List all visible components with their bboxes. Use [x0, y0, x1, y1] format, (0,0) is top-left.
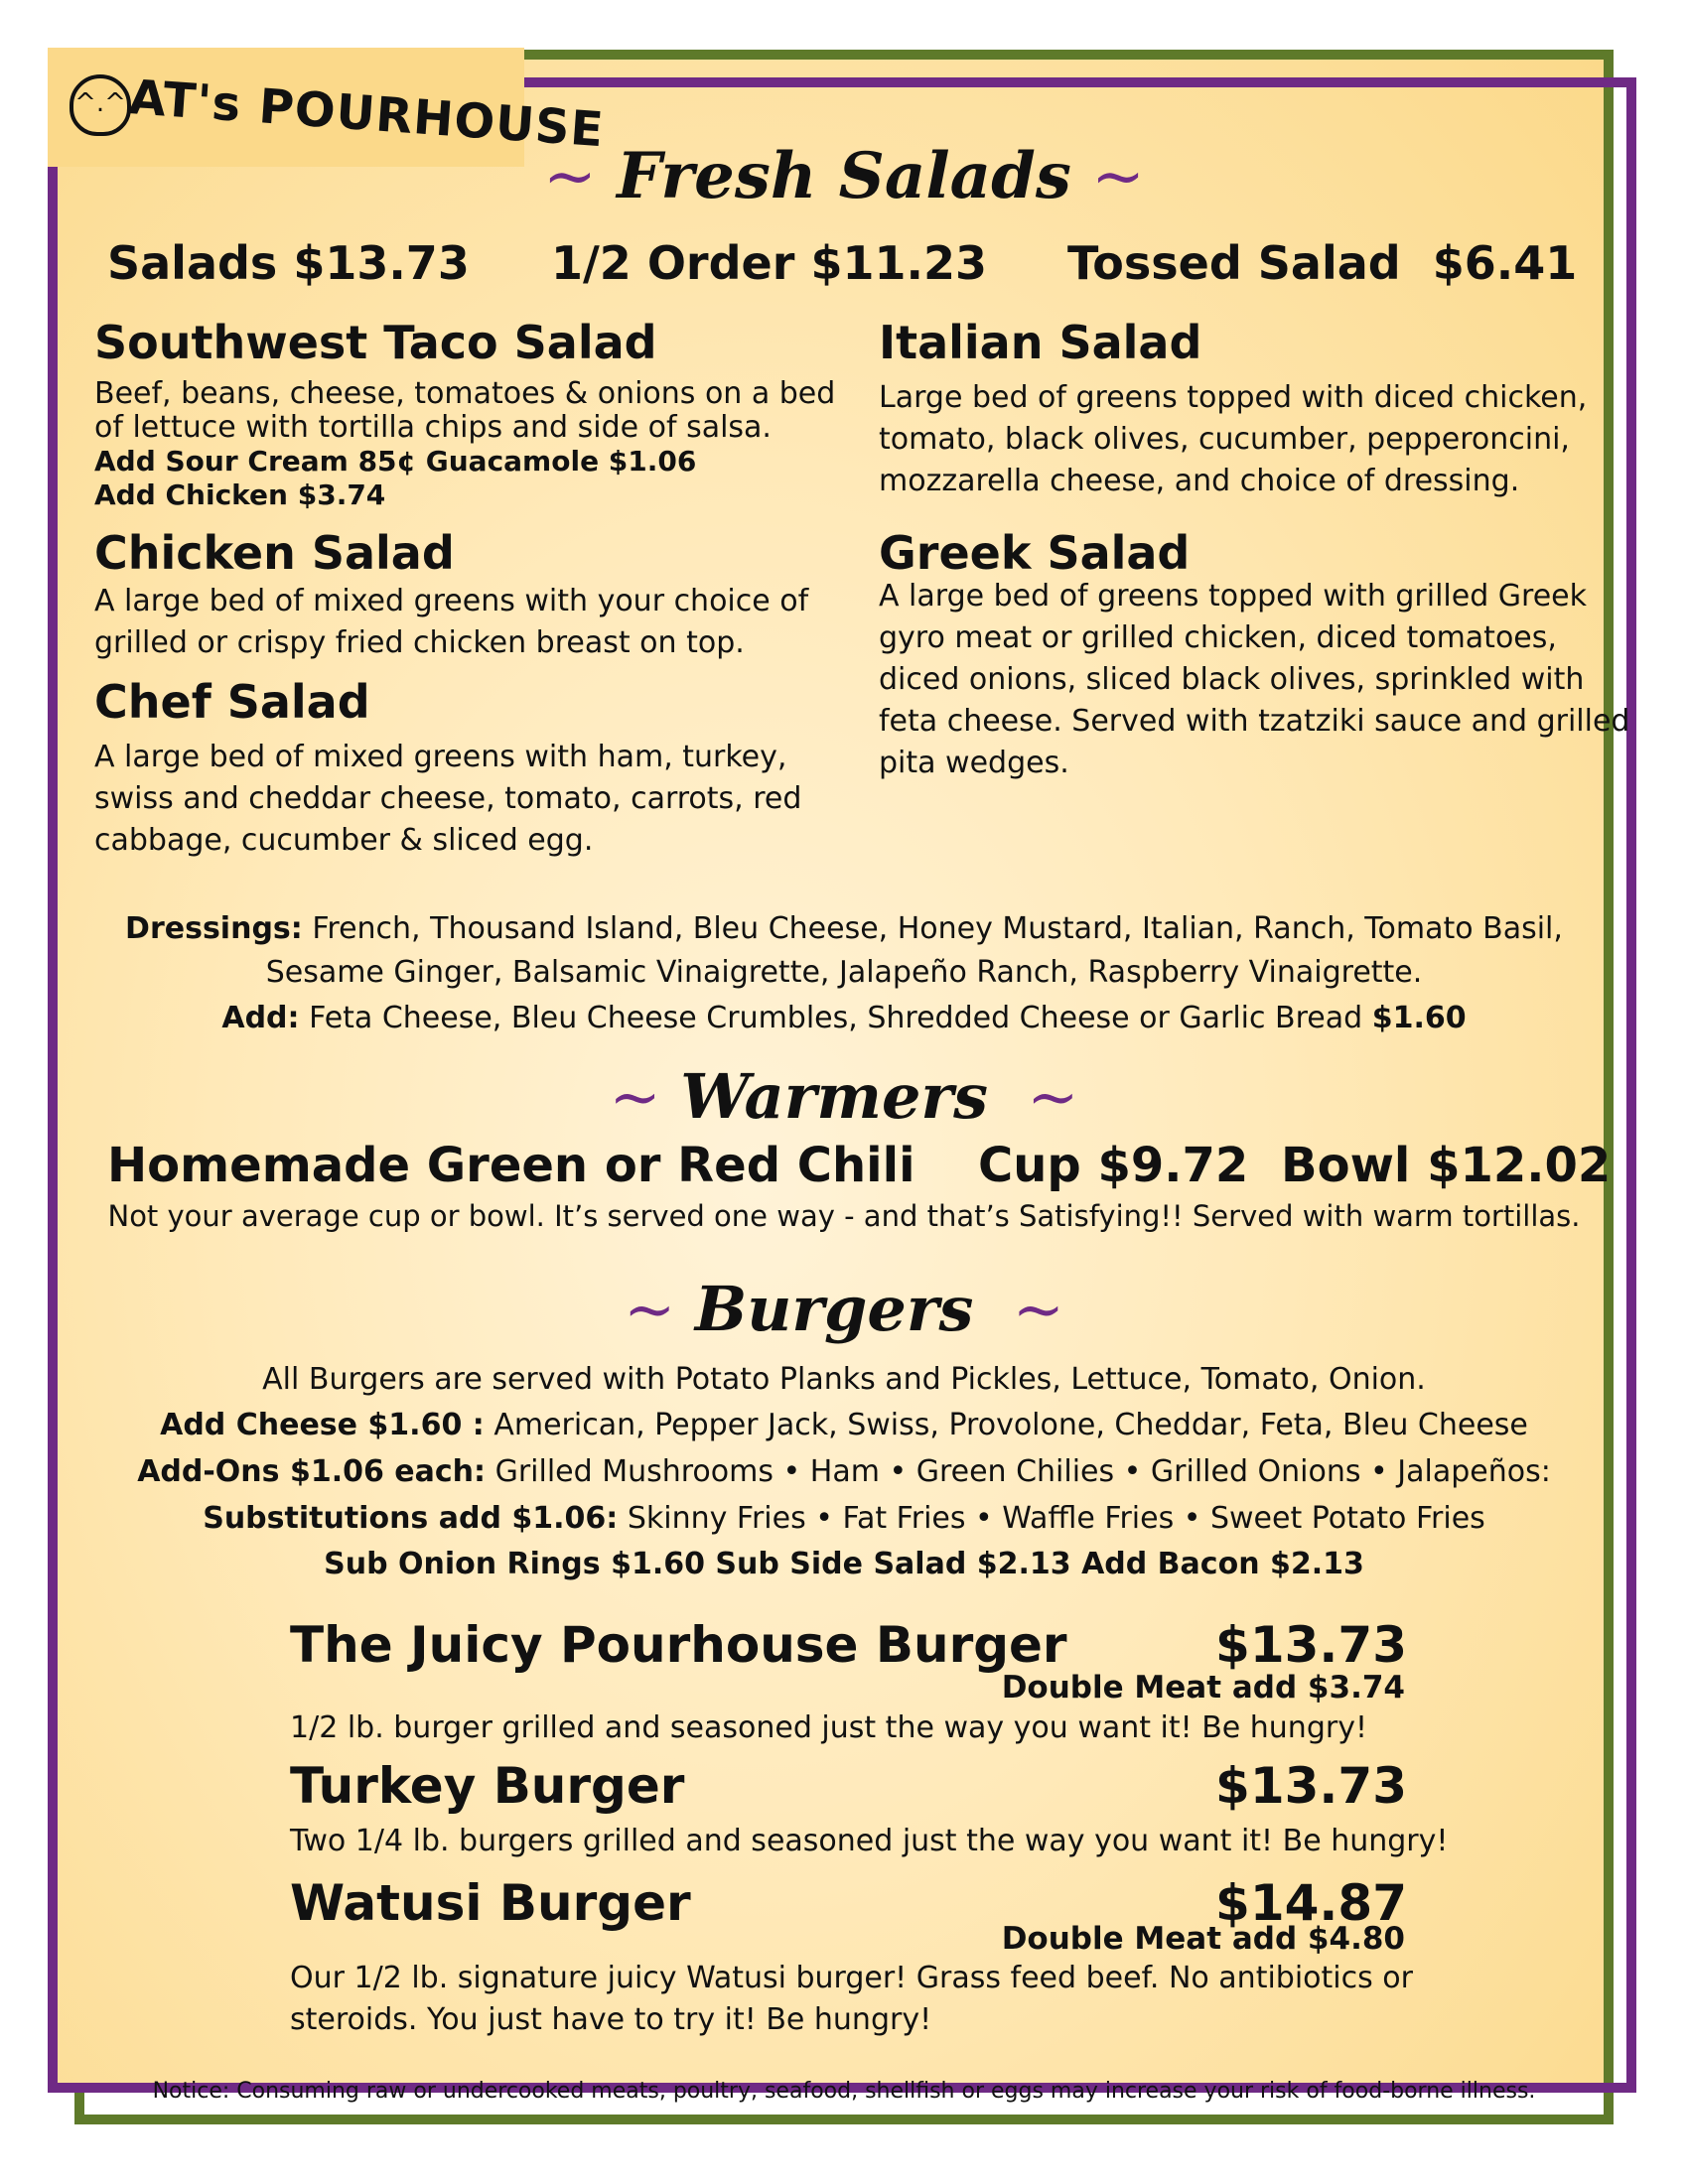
juicy-burger-desc: 1/2 lb. burger grilled and seasoned just the way you want it! Be hungry! [290, 1710, 1367, 1745]
warmers-title: Warmers [680, 1060, 988, 1133]
dressings-line1: Dressings: French, Thousand Island, Bleu Cheese, Honey Mustard, Italian, Ranch, Tomato Basil, [125, 911, 1563, 946]
salad-add-line: Add: Feta Cheese, Bleu Cheese Crumbles, Shredded Cheese or Garlic Bread $1.60 [221, 1001, 1467, 1035]
watusi-burger-desc: Our 1/2 lb. signature juicy Watusi burger! Grass feed beef. No antibiotics or steroids. You just have to try it! Be hungry! [290, 1961, 1413, 2037]
chili-desc: Not your average cup or bowl. It’s served one way - and that’s Satisfying!! Served with warm tortillas. [107, 1199, 1581, 1233]
logo-text: AT's POURHOUSE [127, 69, 607, 159]
add-cheese-line: Add Cheese $1.60 : American, Pepper Jack, Swiss, Provolone, Cheddar, Feta, Bleu Cheese [160, 1408, 1528, 1442]
chicken-salad-desc: A large bed of mixed greens with your choice of grilled or crispy fried chicken breast on top. [94, 584, 809, 660]
chili-cup-price: Cup $9.72 [978, 1138, 1249, 1193]
burgers-title: Burgers [694, 1273, 974, 1345]
addons-line: Add-Ons $1.06 each: Grilled Mushrooms • Ham • Green Chilies • Grilled Onions • Jalapeños: [137, 1454, 1551, 1489]
greek-salad-desc: A large bed of greens topped with grilled Greek gyro meat or grilled chicken, diced tomatoes, diced onions, sliced black olives, sprinkled with feta cheese. Served with tzatziki sauce and grilled pita wedges. [879, 579, 1630, 780]
chef-salad-title: Chef Salad [94, 675, 370, 729]
southwest-taco-salad-desc: Beef, beans, cheese, tomatoes & onions on a bed of lettuce with tortilla chips and side of salsa. Add Sour Cream 85¢ Guacamole $1.06 Add Chicken $3.74 [94, 376, 836, 511]
substitutions-line2: Sub Onion Rings $1.60 Sub Side Salad $2.13 Add Bacon $2.13 [324, 1547, 1364, 1581]
turkey-burger-title: Turkey Burger [290, 1757, 685, 1815]
turkey-burger-desc: Two 1/4 lb. burgers grilled and seasoned just the way you want it! Be hungry! [290, 1824, 1449, 1858]
watusi-burger-title: Watusi Burger [290, 1874, 691, 1932]
warmers-heading: ~ Warmers ~ [609, 1060, 1079, 1133]
turkey-burger-price: $13.73 [1215, 1757, 1407, 1815]
chicken-salad-title: Chicken Salad [94, 526, 455, 580]
italian-salad-title: Italian Salad [879, 316, 1202, 369]
juicy-burger-double: Double Meat add $3.74 [1001, 1670, 1405, 1706]
southwest-taco-salad-title: Southwest Taco Salad [94, 316, 657, 369]
salads-heading: ~ Fresh Salads ~ [543, 139, 1145, 213]
watusi-burger-price: $14.87 [1215, 1874, 1407, 1932]
food-safety-notice: Notice: Consuming raw or undercooked meats, poultry, seafood, shellfish or eggs may increase your risk of food-borne illness. [152, 2079, 1536, 2104]
half-order-price: 1/2 Order $11.23 [551, 236, 987, 290]
burgers-heading: ~ Burgers ~ [624, 1273, 1064, 1345]
tossed-salad-price: Tossed Salad $6.41 [1067, 236, 1578, 290]
salads-price: Salads $13.73 [107, 236, 470, 290]
taco-salad-chicken: Add Chicken $3.74 [94, 478, 386, 511]
juicy-burger-price: $13.73 [1215, 1616, 1407, 1674]
watusi-burger-double: Double Meat add $4.80 [1001, 1921, 1405, 1957]
burgers-intro: All Burgers are served with Potato Planks and Pickles, Lettuce, Tomato, Onion. [262, 1362, 1426, 1397]
substitutions-line: Substitutions add $1.06: Skinny Fries • Fat Fries • Waffle Fries • Sweet Potato Fries [203, 1501, 1485, 1536]
cat-face-icon: ^.^ [70, 74, 131, 136]
chili-bowl-price: Bowl $12.02 [1281, 1138, 1612, 1193]
chef-salad-desc: A large bed of mixed greens with ham, turkey, swiss and cheddar cheese, tomato, carrots, red cabbage, cucumber & sliced egg. [94, 740, 802, 858]
dressings-line2: Sesame Ginger, Balsamic Vinaigrette, Jalapeño Ranch, Raspberry Vinaigrette. [265, 955, 1423, 990]
chili-item: Homemade Green or Red Chili [107, 1138, 915, 1193]
taco-salad-extras: Add Sour Cream 85¢ Guacamole $1.06 [94, 445, 697, 478]
greek-salad-title: Greek Salad [879, 526, 1191, 580]
juicy-burger-title: The Juicy Pourhouse Burger [290, 1616, 1067, 1674]
italian-salad-desc: Large bed of greens topped with diced chicken, tomato, black olives, cucumber, pepperoncini, mozzarella cheese, and choice of dressing. [879, 380, 1588, 498]
salads-title: Fresh Salads [617, 139, 1071, 213]
